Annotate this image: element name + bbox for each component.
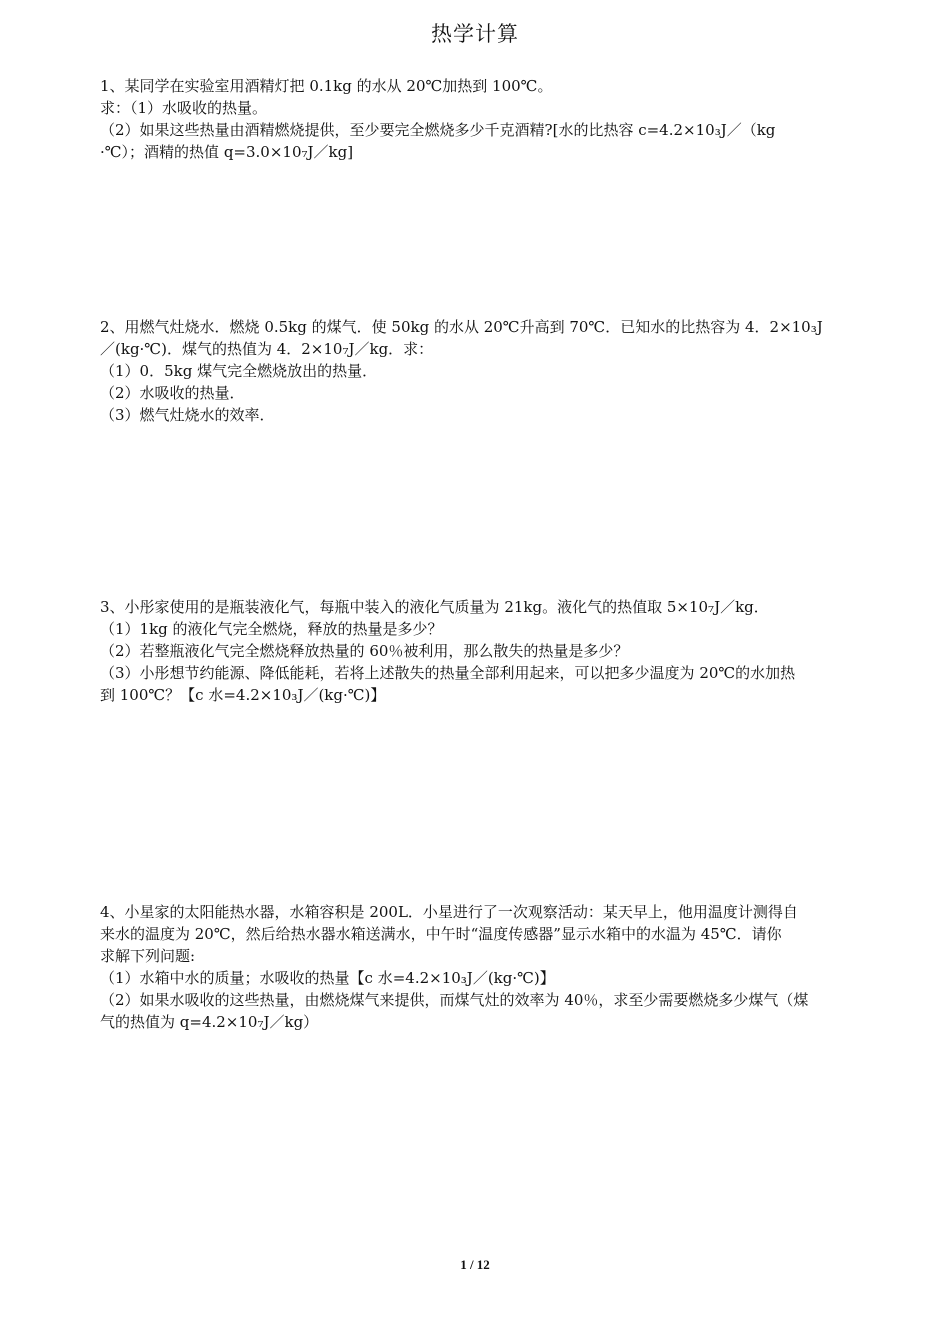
problem-2-line: ／(kg·℃)．煤气的热值为 4．2×10₇J／kg．求： — [100, 340, 434, 358]
problem-1-line: 1、某同学在实验室用酒精灯把 0.1kg 的水从 20℃加热到 100℃。 — [100, 77, 553, 95]
problem-4-line: 来水的温度为 20℃，然后给热水器水箱送满水，中午时“温度传感器”显示水箱中的水温为 45℃．请你 — [100, 925, 782, 943]
problem-3-line: （3）小彤想节约能源、降低能耗，若将上述散失的热量全部利用起来，可以把多少温度为 20℃的水加热 — [100, 664, 796, 682]
problem-3-line: （2）若整瓶液化气完全燃烧释放热量的 60％被利用，那么散失的热量是多少？ — [100, 642, 629, 660]
problem-4-line: （2）如果水吸收的这些热量，由燃烧煤气来提供，而煤气灶的效率为 40％，求至少需要燃烧多少煤气（煤 — [100, 991, 809, 1009]
problem-2 — [100, 316, 865, 426]
problem-2-line: 2、用燃气灶烧水．燃烧 0.5kg 的煤气．使 50kg 的水从 20℃升高到 70℃．已知水的比热容为 4．2×10₃J — [100, 318, 823, 336]
problem-4-line: （1）水箱中水的质量；水吸收的热量【c 水=4.2×10₃J／(kg·℃)】 — [100, 969, 555, 987]
problem-3-line: （1）1kg 的液化气完全燃烧，释放的热量是多少？ — [100, 620, 443, 638]
problem-3-line: 到 100℃？【c 水=4.2×10₃J／(kg·℃)】 — [100, 686, 386, 704]
problem-2-line: （3）燃气灶烧水的效率． — [100, 406, 275, 424]
problem-1-line: ·℃）；酒精的热值 q=3.0×10₇J／kg] — [100, 143, 354, 161]
problem-1 — [100, 75, 865, 163]
problem-4-line: 气的热值为 q=4.2×10₇J／kg） — [100, 1013, 319, 1031]
problem-3-line: 3、小彤家使用的是瓶装液化气，每瓶中装入的液化气质量为 21kg。液化气的热值取 5×10₇J／kg． — [100, 598, 769, 616]
problem-4 — [100, 901, 865, 1033]
problem-2-line: （2）水吸收的热量． — [100, 384, 245, 402]
page-title: 热学计算 — [431, 22, 519, 46]
problem-3 — [100, 596, 865, 706]
page-number: 1 / 12 — [460, 1257, 490, 1272]
problem-4-line: 4、小星家的太阳能热水器，水箱容积是 200L．小星进行了一次观察活动：某天早上，他用温度计测得自 — [100, 903, 798, 921]
problem-2-line: （1）0．5kg 煤气完全燃烧放出的热量． — [100, 362, 378, 380]
problem-4-line: 求解下列问题: — [100, 947, 196, 965]
problem-1-line: 求：（1）水吸收的热量。 — [100, 99, 268, 117]
problem-1-line: （2）如果这些热量由酒精燃烧提供，至少要完全燃烧多少千克酒精?[水的比热容 c=4.2×10₃J／（kg — [100, 121, 776, 139]
